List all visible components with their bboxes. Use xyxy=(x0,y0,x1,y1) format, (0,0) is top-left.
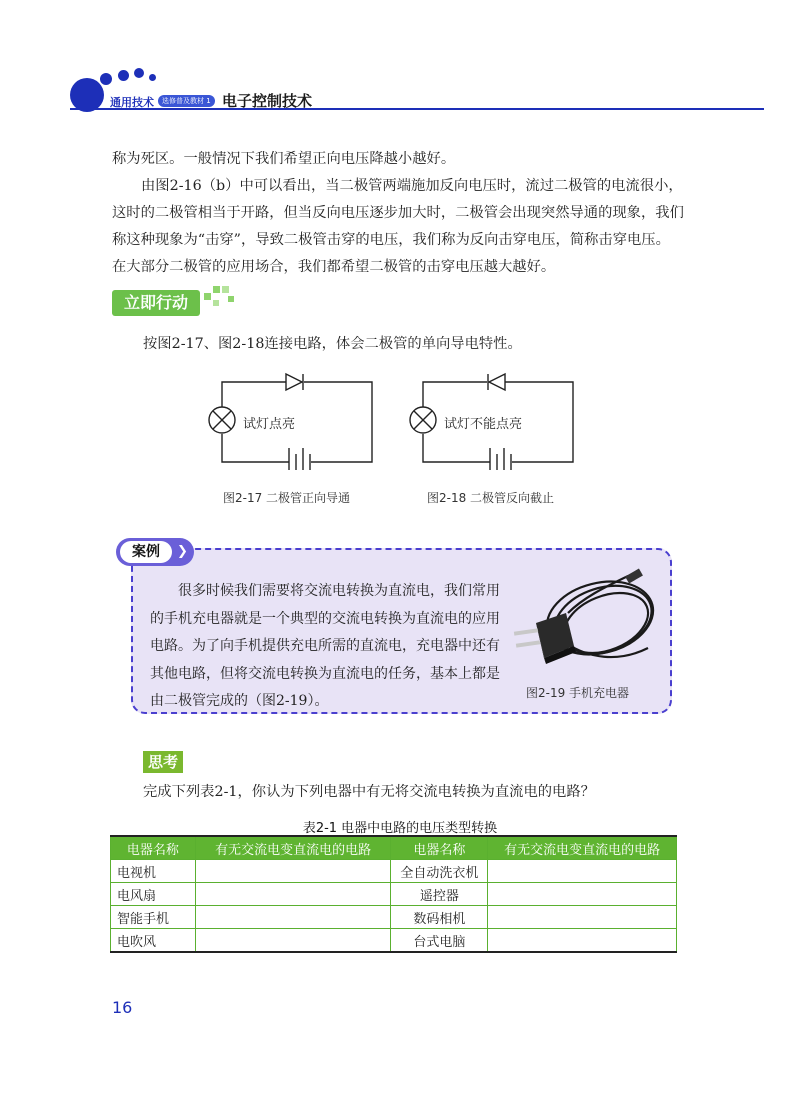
header-chapter-title: 电子控制技术 xyxy=(222,92,313,110)
table-cell-appliance: 数码相机 xyxy=(391,906,488,929)
table-cell-answer[interactable] xyxy=(195,860,391,883)
fig19-caption: 图2-19 手机充电器 xyxy=(526,686,630,700)
page-number: 16 xyxy=(112,998,133,1017)
appliance-table xyxy=(110,835,677,953)
tag-deco-square xyxy=(222,286,229,293)
wire xyxy=(304,382,372,462)
header-dot-small-3 xyxy=(149,74,156,81)
table-cell-answer[interactable] xyxy=(195,929,391,953)
header-dot-large xyxy=(70,78,104,112)
table-cell-appliance: 电视机 xyxy=(111,860,196,883)
action-tag-label: 立即行动 xyxy=(123,293,188,312)
table-cell-answer[interactable] xyxy=(195,906,391,929)
usb-connector xyxy=(625,569,643,584)
table-cell-appliance: 台式电脑 xyxy=(391,929,488,953)
table-row xyxy=(111,883,677,906)
table-cell-answer[interactable] xyxy=(488,906,677,929)
wire xyxy=(423,382,487,407)
diode-icon xyxy=(286,374,302,390)
tag-deco-square xyxy=(213,286,220,293)
header-badge: 选修普及教材 1 xyxy=(158,95,215,107)
header-course: 通用技术 xyxy=(110,96,154,109)
table-header-cell: 有无交流电变直流电的电路 xyxy=(195,836,391,860)
case-tag xyxy=(116,538,194,566)
table-row xyxy=(111,906,677,929)
tag-deco-square xyxy=(213,300,219,306)
fig18-lamp-label: 试灯不能点亮 xyxy=(444,417,523,432)
header-dot-medium xyxy=(100,73,112,85)
wire xyxy=(222,382,286,407)
phone-charger-image xyxy=(508,568,658,678)
header-dot-small-1 xyxy=(118,70,129,81)
fig17-caption: 图2-17 二极管正向导通 xyxy=(223,491,351,505)
table-header-cell: 电器名称 xyxy=(111,836,196,860)
table-row xyxy=(111,929,677,953)
table-cell-appliance: 遥控器 xyxy=(391,883,488,906)
header-rule xyxy=(70,108,764,110)
action-instruction: 按图2-17、图2-18连接电路，体会二极管的单向导电特性。 xyxy=(143,336,522,352)
table-cell-appliance: 电风扇 xyxy=(111,883,196,906)
charger-plug xyxy=(514,613,576,664)
fig18-caption: 图2-18 二极管反向截止 xyxy=(427,491,555,505)
table-cell-answer[interactable] xyxy=(488,883,677,906)
paragraph-2: 由图2-16（b）中可以看出，当二极管两端施加反向电压时，流过二极管的电流很小，这时的二极管相当于开路，但当反向电压逐步加大时，二极管会出现突然导通的现象，我们称这种现象为“击穿”，导致二极管击穿的电压，我们称为反向击穿电压，简称击穿电压。在大部分二极管的应用场合，我们都希望二极管的击穿电压越大越好。 xyxy=(112,178,684,275)
diode-icon xyxy=(489,374,505,390)
case-tag-label: 案例 xyxy=(120,541,172,563)
table-header-cell: 电器名称 xyxy=(391,836,488,860)
chevron-right-icon: ❯ xyxy=(177,544,188,559)
header-dot-small-2 xyxy=(134,68,144,78)
table-header-row xyxy=(111,836,677,860)
wire xyxy=(222,434,289,462)
case-text: 很多时候我们需要将交流电转换为直流电，我们常用的手机充电器就是一个典型的交流电转换为直流电的应用电路。为了向手机提供充电所需的直流电，充电器中还有其他电路，但将交流电转换为直流电的任务，基本上都是由二极管完成的（图2-19）。 xyxy=(150,583,500,709)
wire xyxy=(423,434,490,462)
table-header-cell: 有无交流电变直流电的电路 xyxy=(488,836,677,860)
table-cell-answer[interactable] xyxy=(195,883,391,906)
table-title: 表2-1 电器中电路的电压类型转换 xyxy=(302,821,498,836)
table-cell-answer[interactable] xyxy=(488,860,677,883)
think-tag-label: 思考 xyxy=(147,753,178,771)
table-cell-appliance: 电吹风 xyxy=(111,929,196,953)
table-cell-answer[interactable] xyxy=(488,929,677,953)
table-row xyxy=(111,860,677,883)
tag-deco-square xyxy=(228,296,234,302)
tag-deco-square xyxy=(204,293,211,300)
fig17-lamp-label: 试灯点亮 xyxy=(243,417,296,432)
paragraph-1: 称为死区。一般情况下我们希望正向电压降越小越好。 xyxy=(112,151,456,167)
table-cell-appliance: 智能手机 xyxy=(111,906,196,929)
action-tag-box xyxy=(112,290,200,316)
think-question: 完成下列表2-1，你认为下列电器中有无将交流电转换为直流电的电路？ xyxy=(143,784,595,800)
think-tag xyxy=(143,751,183,773)
table-cell-appliance: 全自动洗衣机 xyxy=(391,860,488,883)
